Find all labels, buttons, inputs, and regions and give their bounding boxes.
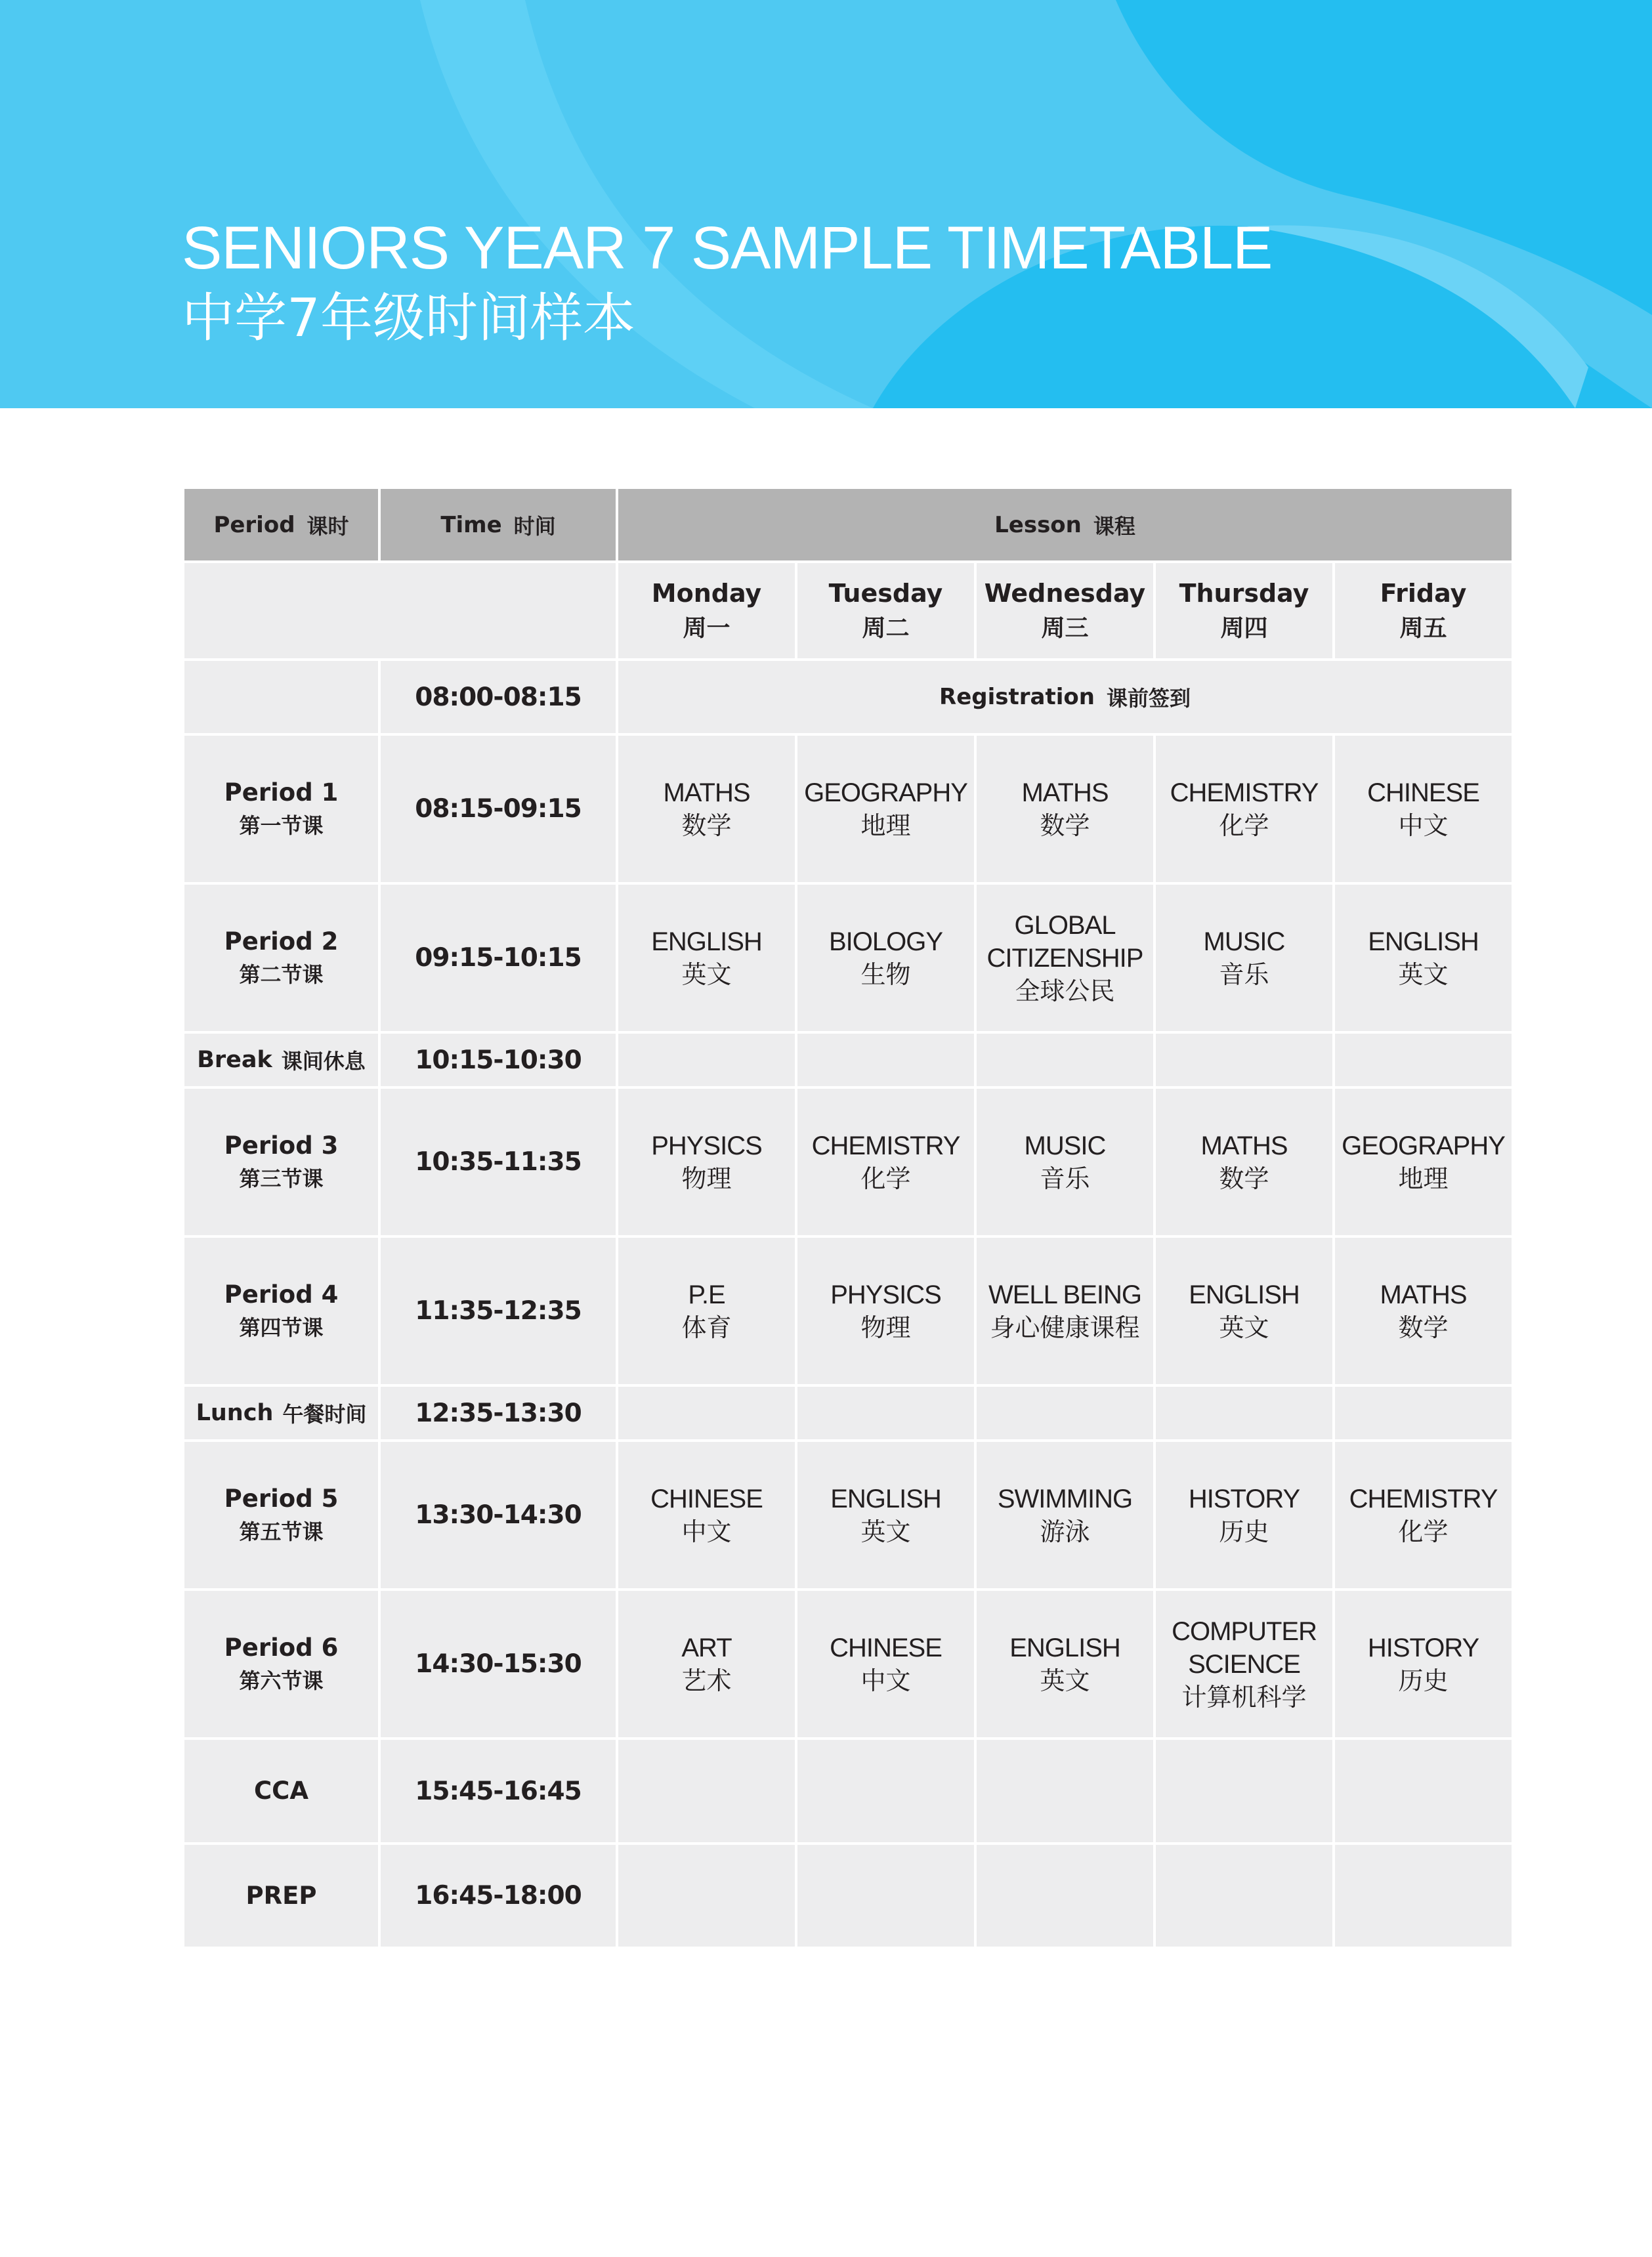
lesson-cell: BIOLOGY 生物 <box>797 885 974 1031</box>
lesson-cell: HISTORY 历史 <box>1335 1591 1512 1737</box>
empty-cell <box>618 1845 795 1947</box>
time-column-header: Time 时间 <box>381 489 616 560</box>
lesson-cell: CHINESE 中文 <box>1335 736 1512 882</box>
lesson-cell: ENGLISH 英文 <box>618 885 795 1031</box>
empty-cell <box>1156 1740 1332 1842</box>
empty-cell <box>1156 1034 1332 1086</box>
empty-cell <box>797 1845 974 1947</box>
lesson-cell: MATHS 数学 <box>1335 1238 1512 1384</box>
prep-label: PREP <box>184 1845 378 1947</box>
period-5-time: 13:30-14:30 <box>381 1442 616 1588</box>
empty-cell <box>977 1740 1153 1842</box>
lesson-cell: MATHS 数学 <box>1156 1089 1332 1235</box>
day-header-monday: Monday 周一 <box>618 563 795 658</box>
cca-time: 15:45-16:45 <box>381 1740 616 1842</box>
period-3-label: Period 3 第三节课 <box>184 1089 378 1235</box>
lunch-time: 12:35-13:30 <box>381 1387 616 1439</box>
lesson-cell: MATHS 数学 <box>977 736 1153 882</box>
period-1-time: 08:15-09:15 <box>381 736 616 882</box>
registration-cell: Registration 课前签到 <box>618 661 1512 733</box>
header-banner <box>0 0 1652 408</box>
empty-cell <box>1156 1845 1332 1947</box>
empty-cell <box>797 1034 974 1086</box>
lesson-cell: PHYSICS 物理 <box>797 1238 974 1384</box>
empty-cell <box>1335 1740 1512 1842</box>
empty-cell <box>618 1034 795 1086</box>
period-column-header: Period 课时 <box>184 489 378 560</box>
lesson-cell: ENGLISH 英文 <box>1156 1238 1332 1384</box>
empty-cell <box>1335 1387 1512 1439</box>
lesson-cell: GLOBAL CITIZENSHIP 全球公民 <box>977 885 1153 1031</box>
cca-label: CCA <box>184 1740 378 1842</box>
break-label: Break 课间休息 <box>184 1034 378 1086</box>
registration-period-cell <box>184 661 378 733</box>
lesson-cell: ENGLISH 英文 <box>977 1591 1153 1737</box>
empty-cell <box>1335 1845 1512 1947</box>
day-header-wednesday: Wednesday 周三 <box>977 563 1153 658</box>
period-6-label: Period 6 第六节课 <box>184 1591 378 1737</box>
empty-cell <box>977 1387 1153 1439</box>
lesson-column-header: Lesson 课程 <box>618 489 1512 560</box>
lesson-cell: CHINESE 中文 <box>618 1442 795 1588</box>
lesson-cell: MUSIC 音乐 <box>1156 885 1332 1031</box>
period-6-time: 14:30-15:30 <box>381 1591 616 1737</box>
day-header-blank <box>184 563 616 658</box>
lesson-cell: MUSIC 音乐 <box>977 1089 1153 1235</box>
empty-cell <box>977 1034 1153 1086</box>
empty-cell <box>1156 1387 1332 1439</box>
empty-cell <box>618 1387 795 1439</box>
period-5-label: Period 5 第五节课 <box>184 1442 378 1588</box>
day-header-thursday: Thursday 周四 <box>1156 563 1332 658</box>
empty-cell <box>797 1740 974 1842</box>
empty-cell <box>618 1740 795 1842</box>
page-title-chinese: 中学7年级时间样本 <box>182 287 635 348</box>
day-header-friday: Friday 周五 <box>1335 563 1512 658</box>
lesson-cell: ENGLISH 英文 <box>797 1442 974 1588</box>
lesson-cell: P.E 体育 <box>618 1238 795 1384</box>
lunch-label: Lunch 午餐时间 <box>184 1387 378 1439</box>
lesson-cell: ART 艺术 <box>618 1591 795 1737</box>
lesson-cell: WELL BEING 身心健康课程 <box>977 1238 1153 1384</box>
lesson-cell: COMPUTER SCIENCE 计算机科学 <box>1156 1591 1332 1737</box>
break-time: 10:15-10:30 <box>381 1034 616 1086</box>
period-4-time: 11:35-12:35 <box>381 1238 616 1384</box>
prep-time: 16:45-18:00 <box>381 1845 616 1947</box>
period-2-label: Period 2 第二节课 <box>184 885 378 1031</box>
lesson-cell: HISTORY 历史 <box>1156 1442 1332 1588</box>
page-title: SENIORS YEAR 7 SAMPLE TIMETABLE <box>182 215 1273 282</box>
lesson-cell: GEOGRAPHY 地理 <box>1335 1089 1512 1235</box>
day-header-tuesday: Tuesday 周二 <box>797 563 974 658</box>
lesson-cell: SWIMMING 游泳 <box>977 1442 1153 1588</box>
registration-time: 08:00-08:15 <box>381 661 616 733</box>
period-1-label: Period 1 第一节课 <box>184 736 378 882</box>
lesson-cell: GEOGRAPHY 地理 <box>797 736 974 882</box>
period-4-label: Period 4 第四节课 <box>184 1238 378 1384</box>
period-3-time: 10:35-11:35 <box>381 1089 616 1235</box>
empty-cell <box>977 1845 1153 1947</box>
lesson-cell: CHINESE 中文 <box>797 1591 974 1737</box>
period-2-time: 09:15-10:15 <box>381 885 616 1031</box>
lesson-cell: MATHS 数学 <box>618 736 795 882</box>
empty-cell <box>797 1387 974 1439</box>
empty-cell <box>1335 1034 1512 1086</box>
lesson-cell: CHEMISTRY 化学 <box>797 1089 974 1235</box>
lesson-cell: CHEMISTRY 化学 <box>1156 736 1332 882</box>
lesson-cell: ENGLISH 英文 <box>1335 885 1512 1031</box>
timetable <box>184 489 1503 1929</box>
lesson-cell: PHYSICS 物理 <box>618 1089 795 1235</box>
lesson-cell: CHEMISTRY 化学 <box>1335 1442 1512 1588</box>
